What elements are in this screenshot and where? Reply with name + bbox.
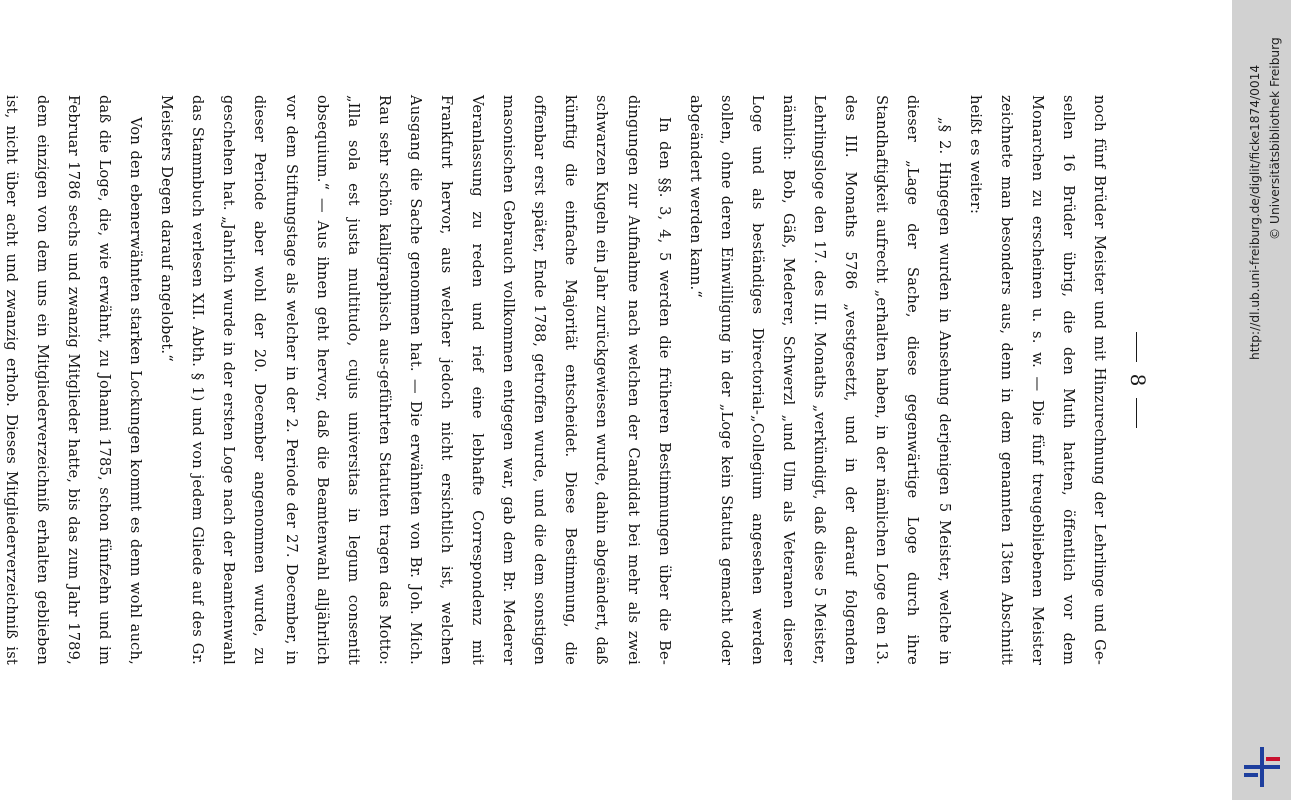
paragraph: „§ 2. Hingegen wurden in Ansehung derjenigen 5 Meister, welche in dieser „Lage der Sache, diese gegenwärtige Loge durch ihre Standhaftigkeit aufrecht „erhalten haben, in der nämlichen Loge den 13. des III. Monaths 5786 „vestgesetzt, und in der darauf folgenden Lehrlingsloge den 17. des III. Monaths „verkündigt, daß diese 5 Meister, nämlich: Bob, Gäß, Mederer, Schwerzl „und Ulm als Veteranen dieser Loge und als beständiges Directorial-„Collegium angesehen werden sollen, ohne deren Einwilligung in der „Loge kein Statuta gemacht oder abgeändert werden kann.“ [686, 95, 953, 665]
source-url[interactable]: http://dl.ub.uni-freiburg.de/diglit/ficke1874/0014 [1248, 64, 1262, 360]
sidebar-text [1244, 0, 1291, 800]
rotated-page-content [2, 95, 1150, 665]
page-body [0, 95, 1115, 665]
page-number: 8 [1126, 95, 1150, 665]
paragraph: In den §§. 3, 4, 5 werden die früheren Bestimmungen über die Be-dingungen zur Aufnahme nach welchen der Candidat bei mehr als zwei schwarzen Kugeln ein Jahr zurückgewiesen wurde, dahin abgeändert, daß künftig die einfache Majorität entscheidet. Diese Bestimmung, die offenbar erst später, Ende 1788, getroffen wurde, und die dem sonstigen masonischen Gebrauch vollkommen entgegen war, gab dem Br. Mederer Veranlassung zu reden und rief eine lebhafte Correspondenz mit Frankfurt hervor, aus welcher jedoch nicht ersichtlich ist, welchen Ausgang die Sache genommen hat. — Die erwähnten von Br. Joh. Mich. Rau sehr schön kalligraphisch aus-geführten Statuten tragen das Motto: „Illa sola est justa multitudo, cujus universitas in legum consentit obsequium.“ — Aus ihnen geht hervor, daß die Beamtenwahl alljährlich vor dem Stiftungstage als welcher in der 2. Periode der 27. December, in dieser Periode aber wohl der 20. December angenommen wurde, zu geschehen hat. „Jahrlich wurde in der ersten Loge nach der Beamtenwahl das Stammbuch verlesen XII. Abth. § 1) und von jedem Gliede auf des Gr. Meisters Degen darauf angelobet.“ [158, 95, 673, 665]
copyright-notice: © Universitätsbibliothek Freiburg [1268, 37, 1282, 240]
paragraph: noch fünf Brüder Meister und mit Hinzurechnung der Lehrlinge und Ge-sellen 16 Brüder übrig, die den Muth hatten, öffentlich vor dem Monarchen zu erscheinen u. s. w. — Die fünf treugebliebenen Meister zeichnete man besonders aus, denn in dem genannten 13ten Abschnitt heißt es weiter: [966, 95, 1108, 665]
paragraph: Von den ebenerwähnten starken Lockungen kommt es denn wohl auch, daß die Loge, die, wie erwähnt, zu Johanni 1785, schon fünfzehn und im Februar 1786 sechs und zwanzig Mitglieder hatte, bis das zum Jahr 1789, dem einzigen von dem uns ein Mitgliederverzeichniß erhalten geblieben ist, nicht über acht und zwanzig erhob. Dieses Mitgliederverzeichniß ist [2, 95, 145, 665]
ub-freiburg-logo-icon [1240, 745, 1284, 789]
